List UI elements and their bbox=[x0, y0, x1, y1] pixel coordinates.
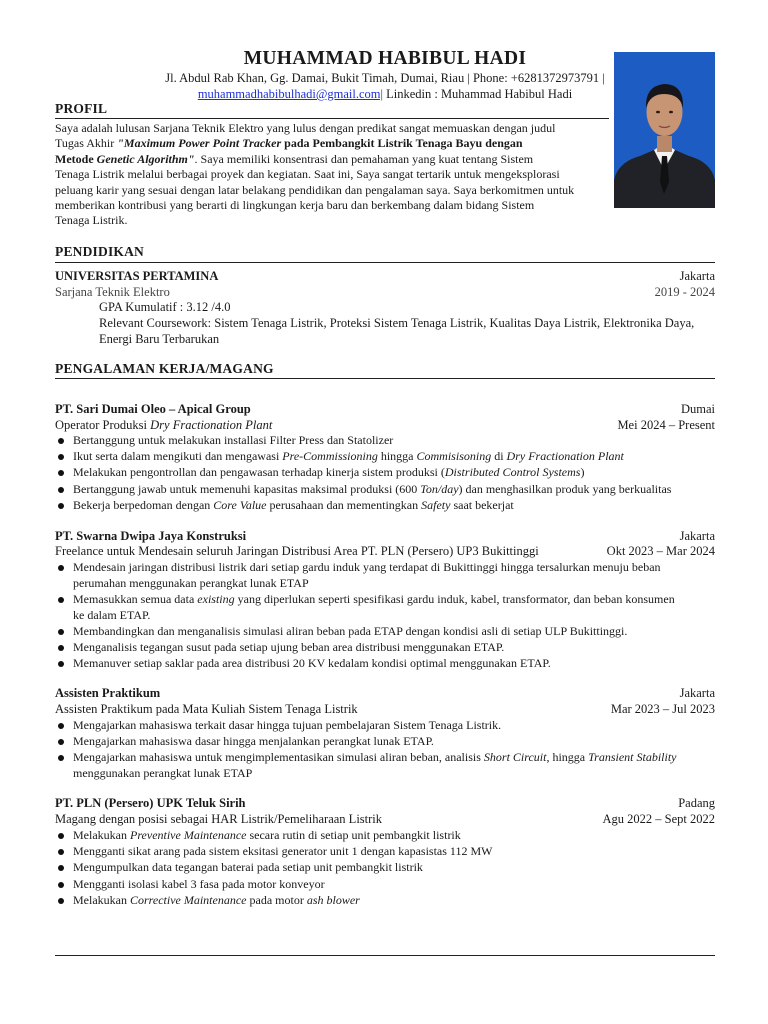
bullet-icon bbox=[58, 629, 64, 635]
education-degree-row bbox=[55, 285, 715, 301]
job-city: Jakarta bbox=[679, 529, 715, 543]
company-name: PT. Sari Dumai Oleo – Apical Group bbox=[55, 402, 251, 416]
footer-divider bbox=[55, 955, 715, 956]
bullet-icon bbox=[58, 454, 64, 460]
section-title-education: PENDIDIKAN bbox=[55, 244, 145, 259]
section-divider bbox=[55, 118, 609, 119]
education-header bbox=[55, 269, 715, 285]
job-role: Magang dengan posisi sebagai HAR Listrik/Pemeliharaan Listrik bbox=[55, 812, 383, 826]
job-dates: Mar 2023 – Jul 2023 bbox=[610, 702, 715, 716]
section-title-profile: PROFIL bbox=[55, 101, 108, 116]
coursework: Relevant Coursework: Sistem Tenaga Listrik, Proteksi Sistem Tenaga Listrik, Kualitas Daya Listrik, Elektronika Daya, bbox=[99, 316, 695, 330]
job-city: Jakarta bbox=[679, 686, 715, 700]
bullet-icon bbox=[58, 597, 64, 603]
bullet-icon bbox=[58, 565, 64, 571]
job-header bbox=[55, 529, 715, 545]
bullet-icon bbox=[58, 739, 64, 745]
bullet-icon bbox=[58, 438, 64, 444]
bullet-icon bbox=[58, 503, 64, 509]
company-name: PT. PLN (Persero) UPK Teluk Sirih bbox=[55, 796, 246, 810]
job-role-row bbox=[55, 418, 715, 434]
job-header bbox=[55, 796, 715, 812]
job-dates: Mei 2024 – Present bbox=[617, 418, 715, 432]
bullet-icon bbox=[58, 755, 64, 761]
bullet-icon bbox=[58, 487, 64, 493]
job-role: Assisten Praktikum pada Mata Kuliah Sistem Tenaga Listrik bbox=[55, 702, 358, 716]
job-role: Freelance untuk Mendesain seluruh Jaringan Distribusi Area PT. PLN (Persero) UP3 Bukittinggi bbox=[55, 544, 539, 558]
job-city: Padang bbox=[678, 796, 715, 810]
bullet-icon bbox=[58, 833, 64, 839]
company-name: PT. Swarna Dwipa Jaya Konstruksi bbox=[55, 529, 247, 543]
coursework-cont: Energi Baru Terbarukan bbox=[99, 332, 220, 346]
bullet-icon bbox=[58, 645, 64, 651]
candidate-name: MUHAMMAD HABIBUL HADI bbox=[243, 48, 527, 69]
job-header bbox=[55, 686, 715, 702]
linkedin-text: Linkedin : Muhammad Habibul Hadi bbox=[382, 87, 573, 101]
school-city: Jakarta bbox=[679, 269, 715, 283]
section-divider bbox=[55, 378, 715, 379]
profile-photo bbox=[614, 52, 715, 208]
degree: Sarjana Teknik Elektro bbox=[55, 285, 170, 299]
job-header bbox=[55, 402, 715, 418]
bullet-icon bbox=[58, 661, 64, 667]
job-dates: Okt 2023 – Mar 2024 bbox=[606, 544, 715, 558]
education-years: 2019 - 2024 bbox=[654, 285, 715, 299]
person-portrait-icon bbox=[614, 52, 715, 208]
school-name: UNIVERSITAS PERTAMINA bbox=[55, 269, 219, 283]
job-city: Dumai bbox=[680, 402, 715, 416]
bullet-icon bbox=[58, 849, 64, 855]
bullet-icon bbox=[58, 723, 64, 729]
resume-page: MUHAMMAD HABIBUL HADI Jl. Abdul Rab Khan, Gg. Damai, Bukit Timah, Dumai, Riau | Phone: +6281372973791 | muhammadhabibulhadi@gmail.com| Linkedin : Muhammad Habibul Hadi PROFIL Saya adalah lulusan Sarjana Teknik Elektro yang lulus dengan predikat sangat memuaskan dengan judul Tugas Akhir "Maximum Power Point Tracker pada Pembangkit Listrik Tenaga Bayu dengan Metode Genetic Algorithm". Saya memiliki konsentrasi dan pemahaman yang kuat tentang Sistem Tenaga Listrik melalui berbagai proyek dan kegiatan. Saat ini, Saya sangat tertarik untuk mengeksplorasi peluang karir yang sesuai dengan latar belakang pendidikan dan pengalaman saya. Saya berkomitmen untuk memberikan kontribusi yang berarti di lingkungan kerja baru dan berkembang dalam bidang Sistem Tenaga Listrik. PENDIDIKAN UNIVERSITAS PERTAMINA Jakarta Sarjana Teknik Elektro 2019 - 2024 GPA Kumulatif : 3.12 /4.0 Relevant Coursework: Sistem Tenaga Listrik, Proteksi Sistem Tenaga Listrik, Kualitas Daya Listrik, Elektronika Daya, Energi Baru Terbarukan PENGALAMAN KERJA/MAGANG PT. Sari Dumai Oleo – Apical Group Dumai Operator Produksi Dry Fractionation Plant Mei 2024 – Present Bertanggung untuk melakukan installasi Filter Press dan Statolizer Ikut serta dalam mengikuti dan mengawasi Pre-Commissioning hingga Commisisoning di Dry Fractionation Plant Melakukan pengontrollan dan pengawasan terhadap kinerja sistem produksi (Distributed Control Systems) Bertanggung jawab untuk memenuhi kapasitas maksimal produksi (600 Ton/day) dan menghasilkan produk yang berkualitas Bekerja berpedoman dengan Core Value perusahaan dan mementingkan Safety saat bekerjat PT. Swarna Dwipa Jaya Konstruksi Jakarta Freelance untuk Mendesain seluruh Jaringan Distribusi Area PT. PLN (Persero) UP3 Bukittinggi Okt 2023 – Mar 2024 Mendesain jaringan distribusi listrik dari setiap gardu induk yang terdapat di Bukittinggi hingga tersalurkan menuju beban perumahan menggunakan perangkat lunak ETAP Memasukkan semua data existing yang diperlukan seperti spesifikasi gardu induk, kabel, transformator, dan beban konsumen ke dalam ETAP. Membandingkan dan menganalisis simulasi aliran beban pada ETAP dengan kondisi asli di setiap ULP Bukittinggi. Menganalisis tegangan susut pada setiap ujung beban area distribusi menggunakan ETAP. Memanuver setiap saklar pada area distribusi 20 KV kedalam kondisi optimal menggunakan ETAP. Assisten Praktikum Jakarta Assisten Praktikum pada Mata Kuliah Sistem Tenaga Listrik Mar 2023 – Jul 2023 Mengajarkan mahasiswa terkait dasar hingga tujuan pembelajaran Sistem Tenaga Listrik. Mengajarkan mahasiswa dasar hingga menjalankan perangkat lunak ETAP. Mengajarkan mahasiswa untuk mengimplementasikan simulasi aliran beban, analisis Short Circuit, hingga Transient Stability menggunakan perangkat lunak ETAP PT. PLN (Persero) UPK Teluk Sirih Padang Magang dengan posisi sebagai HAR Listrik/Pemeliharaan Listrik Agu 2022 – Sept 2022 Melakukan Preventive Maintenance secara rutin di setiap unit pembangkit listrik Mengganti sikat arang pada sistem eksitasi generator unit 1 dengan kapasistas 112 MW Mengumpulkan data tegangan baterai pada setiap unit pembangkit listrik Mengganti isolasi kabel 3 fasa pada motor konveyor Melakukan Corrective Maintenance pada motor ash blower bbox=[0, 0, 768, 1024]
email-link[interactable]: muhammadhabibulhadi@gmail.com| bbox=[197, 87, 383, 101]
section-title-experience: PENGALAMAN KERJA/MAGANG bbox=[55, 361, 274, 376]
contact-address-phone: Jl. Abdul Rab Khan, Gg. Damai, Bukit Timah, Dumai, Riau | Phone: +6281372973791 | bbox=[165, 71, 605, 85]
job-role-row bbox=[55, 812, 715, 828]
profile-paragraph: Saya adalah lulusan Sarjana Teknik Elektro yang lulus dengan predikat sangat memuaskan dengan judul Tugas Akhir "Maximum Power Point Tracker pada Pembangkit Listrik Tenaga Bayu dengan Metode Genetic Algorithm". Saya memiliki konsentrasi dan pemahaman yang kuat tentang Sistem Tenaga Listrik melalui berbagai proyek dan kegiatan. Saat ini, Saya sangat tertarik untuk mengeksplorasi peluang karir yang sesuai dengan latar belakang pendidikan dan pengalaman saya. Saya berkomitmen untuk memberikan kontribusi yang berarti di lingkungan kerja baru dan berkembang dalam bidang Sistem Tenaga Listrik. bbox=[55, 121, 575, 228]
bullet-icon bbox=[58, 882, 64, 888]
company-name: Assisten Praktikum bbox=[55, 686, 161, 700]
section-divider bbox=[55, 262, 715, 263]
job-role: Operator Produksi Dry Fractionation Plant bbox=[55, 418, 273, 432]
bullet-icon bbox=[58, 865, 64, 871]
bullet-icon bbox=[58, 898, 64, 904]
job-dates: Agu 2022 – Sept 2022 bbox=[602, 812, 715, 826]
gpa: GPA Kumulatif : 3.12 /4.0 bbox=[99, 300, 231, 314]
bullet-icon bbox=[58, 470, 64, 476]
job-role-row bbox=[55, 702, 715, 718]
job-role-row bbox=[55, 544, 715, 560]
